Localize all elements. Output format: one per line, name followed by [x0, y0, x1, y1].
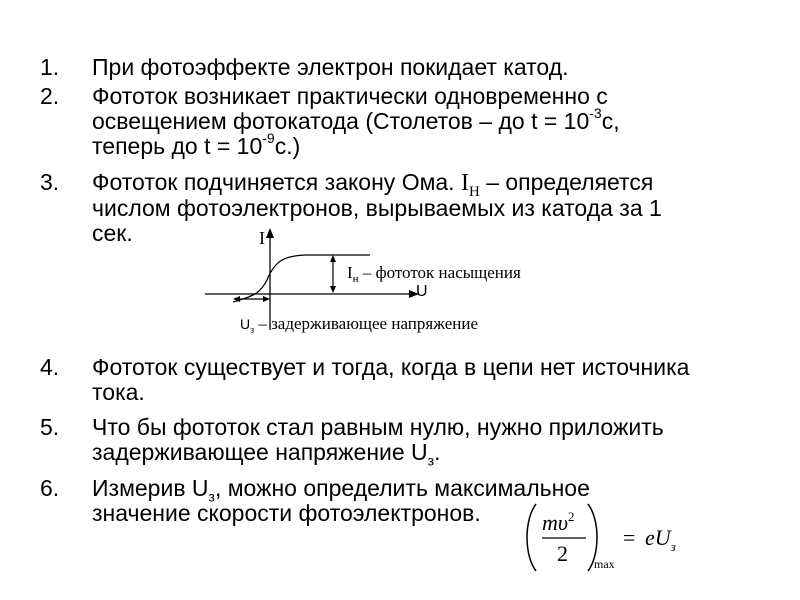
item-text	[92, 84, 764, 159]
max-subscript: max	[594, 557, 615, 571]
item-line: числом фотоэлектронов, вырываемых из катода за 1	[92, 195, 662, 221]
photocurrent-graph	[195, 222, 575, 342]
exponent: -3	[589, 105, 602, 122]
exponent: -9	[262, 130, 275, 147]
item-line: Фототок возникает практически одновременно с	[92, 83, 608, 109]
item-line: задерживающее напряжение $U_з$.	[92, 439, 441, 469]
item-number: 6.	[40, 475, 60, 501]
item-line: теперь до $t = 10^{-9}с$.)	[92, 130, 301, 159]
item-text	[92, 355, 764, 405]
left-paren	[527, 504, 536, 571]
item-line: сек.	[92, 220, 133, 246]
item-number: 2.	[40, 83, 60, 109]
item-text	[92, 414, 764, 469]
item-number: 5.	[40, 414, 60, 440]
kinetic-energy-formula	[520, 500, 720, 575]
saturation-label: $I_н$ – фототок насыщения	[347, 263, 521, 285]
current-symbol: $I_Н$	[460, 170, 480, 200]
item-line: Фототок подчиняется закону Ома. $I_Н$ – определяется	[92, 169, 654, 200]
item-line: Что бы фототок стал равным нулю, нужно приложить	[92, 414, 664, 440]
item-number: 4.	[40, 354, 60, 380]
stop-voltage-label: $U_з$ – задерживающее напряжение	[240, 314, 478, 336]
y-axis-label: I	[259, 228, 265, 248]
item-text: При фотоэффекте электрон покидает катод.	[92, 54, 569, 80]
y-axis-arrow	[266, 228, 274, 238]
numerator: $m\upsilon^2$	[542, 509, 575, 535]
equals-sign: =	[623, 525, 636, 550]
x-axis-label: U	[416, 283, 428, 300]
denominator: 2	[557, 541, 568, 566]
item-line: значение скорости фотоэлектронов.	[92, 500, 481, 526]
item-line: Фототок существует и тогда, когда в цепи нет источника	[92, 354, 690, 380]
item-number: 1.	[40, 54, 60, 80]
item-line: Измерив $U_з$, можно определить максимальное	[92, 475, 590, 505]
item-line: освещением фотокатода (Столетов – до $t = 10^{-3}с$,	[92, 105, 620, 134]
rhs: $eU_з$	[645, 525, 676, 554]
item-line: тока.	[92, 379, 145, 405]
item-number: 3.	[40, 169, 60, 195]
